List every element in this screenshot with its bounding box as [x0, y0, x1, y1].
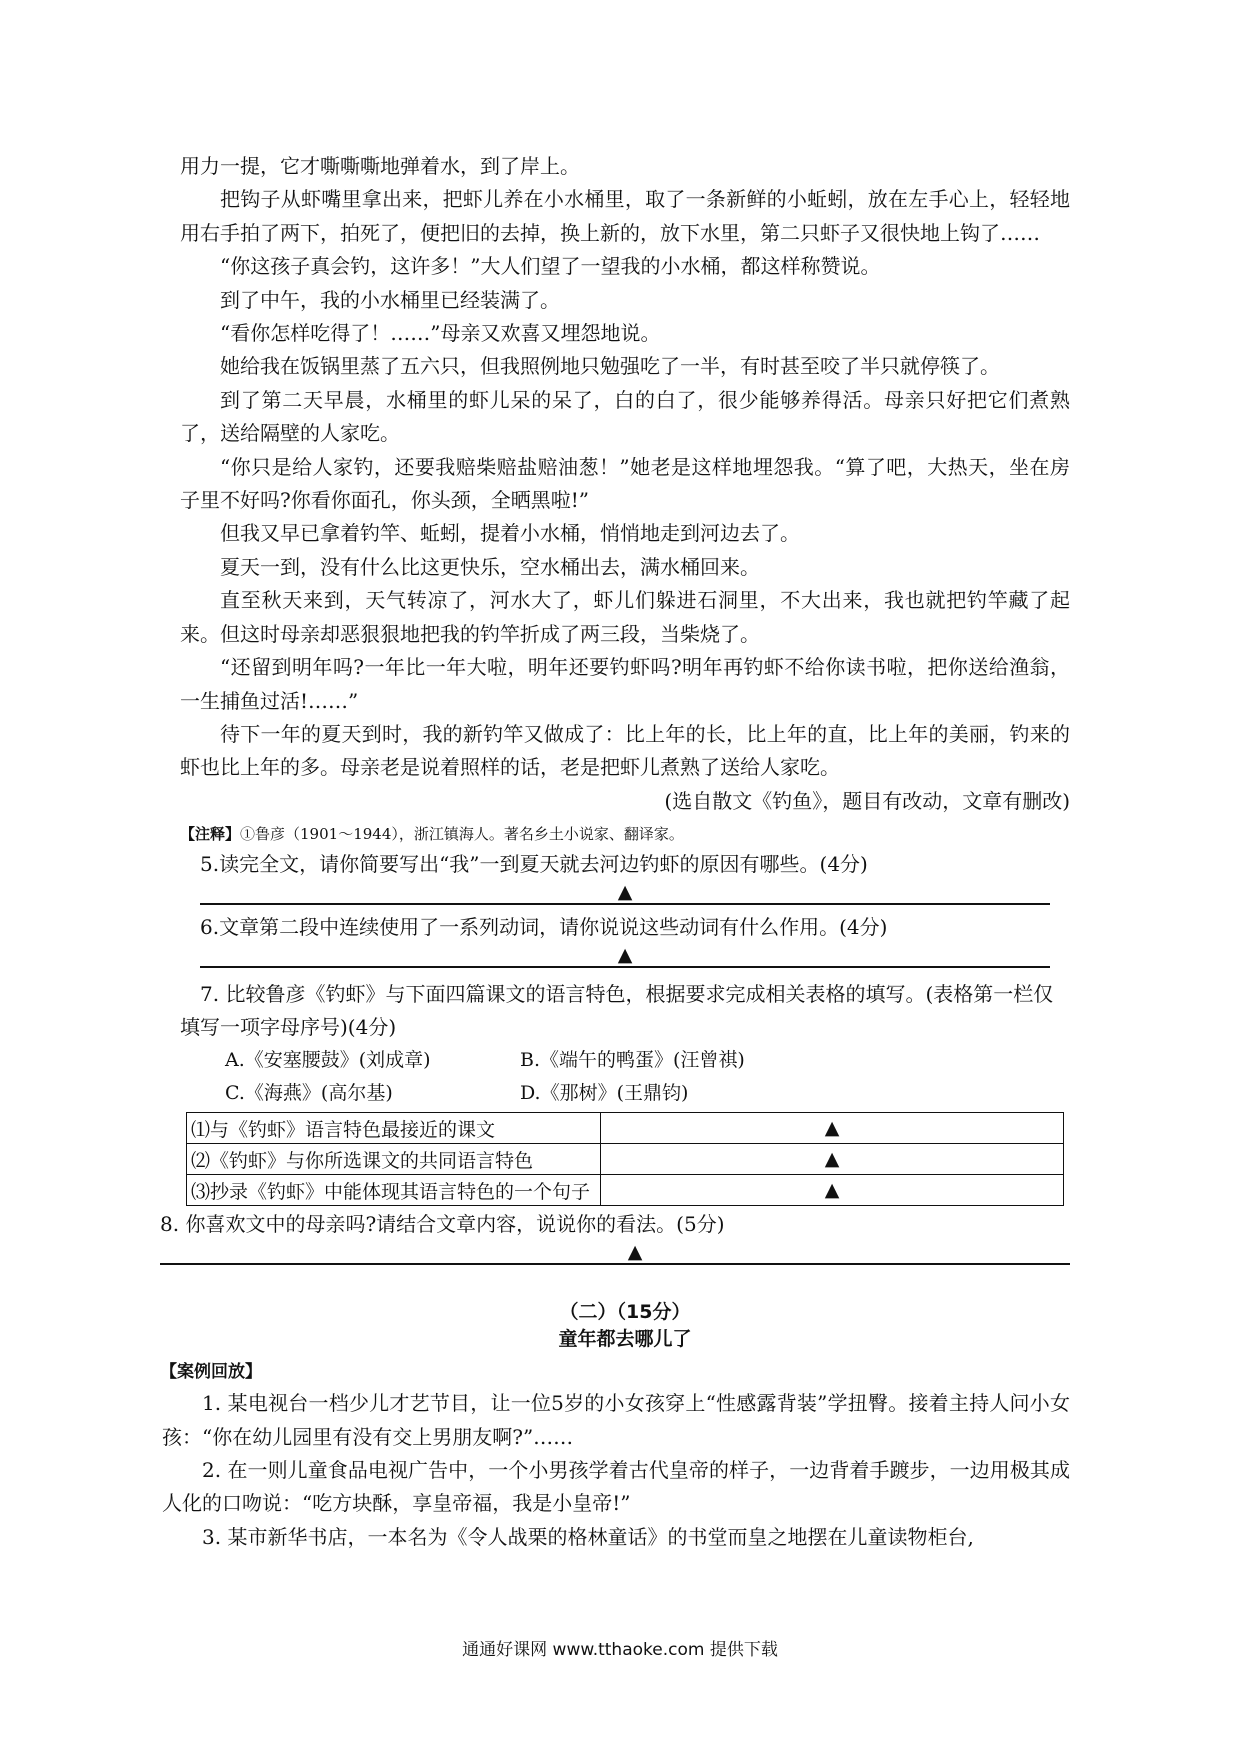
story-paragraph: “你只是给人家钓，还要我赔柴赔盐赔油葱！”她老是这样地埋怨我。“算了吧，大热天，坐在房子里不好吗?你看你面孔，你头颈，全晒黑啦!” [180, 454, 1070, 513]
story-body [180, 150, 1070, 818]
story-paragraph: 到了第二天早晨，水桶里的虾儿呆的呆了，白的白了，很少能够养得活。母亲只好把它们煮熟了，送给隔壁的人家吃。 [180, 387, 1070, 446]
story-paragraph: 把钩子从虾嘴里拿出来，把虾儿养在小水桶里，取了一条新鲜的小蚯蚓，放在左手心上，轻轻地用右手拍了两下，拍死了，便把旧的去掉，换上新的，放下水里，第二只虾子又很快地上钩了…… [180, 187, 1070, 245]
answer-table [186, 1112, 1064, 1206]
case-item: 1. 某电视台一档少儿才艺节目，让一位5岁的小女孩穿上“性感露背装”学扭臀。接着主持人问小女孩：“你在幼儿园里有没有交上男朋友啊?”…… [162, 1391, 1070, 1449]
story-paragraph: 直至秋天来到，天气转凉了，河水大了，虾儿们躲进石洞里，不大出来，我也就把钓竿藏了起来。但这时母亲却恶狠狠地把我的钓竿折成了两三段，当柴烧了。 [180, 588, 1070, 646]
story-paragraph: 到了中午，我的小水桶里已经装满了。 [220, 287, 560, 312]
question-7 [180, 978, 1070, 1206]
story-paragraph: 用力一提，它才嘶嘶嘶地弹着水，到了岸上。 [180, 154, 580, 178]
options-row [180, 1077, 1070, 1110]
options-row [180, 1044, 1070, 1077]
annotation-note [180, 820, 1070, 848]
case-item: 2. 在一则儿童食品电视广告中，一个小男孩学着古代皇帝的样子，一边背着手踱步，一边用极其成人化的口吻说：“吃方块酥，享皇帝福，我是小皇帝!” [162, 1457, 1070, 1516]
story-paragraph: “还留到明年吗?一年比一年大啦，明年还要钓虾吗?明年再钓虾不给你读书啦，把你送给渔翁，一生捕鱼过活!……” [180, 655, 1070, 713]
page-footer: 通通好课网 www.tthaoke.com 提供下载 [462, 1640, 778, 1660]
question-text: 6.文章第二段中连续使用了一系列动词，请你说说这些动词有什么作用。(4分) [200, 915, 888, 940]
case-label: 【案例回放】 [160, 1362, 262, 1383]
option-item: A.《安塞腰鼓》(刘成章) [225, 1049, 431, 1072]
case-section [162, 1357, 1070, 1554]
answer-mark: ▲ [617, 881, 633, 904]
table-cell-answer[interactable]: ▲ [601, 1175, 1064, 1206]
story-paragraph: “你这孩子真会钓，这许多！”大人们望了一望我的小水桶，都这样称赞说。 [220, 254, 881, 279]
table-cell-label: ⑶抄录《钓虾》中能体现其语言特色的一个句子 [187, 1175, 601, 1206]
section-title: 童年都去哪儿了 [558, 1328, 692, 1351]
story-paragraph: 但我又早已拿着钓竿、蚯蚓，提着小水桶，悄悄地走到河边去了。 [220, 521, 800, 546]
question-text: 8. 你喜欢文中的母亲吗?请结合文章内容，说说你的看法。(5分) [160, 1212, 725, 1237]
table-row [187, 1175, 1064, 1206]
question-8 [160, 1208, 1070, 1265]
table-cell-label: ⑴与《钓虾》语言特色最接近的课文 [187, 1113, 601, 1144]
table-cell-label: ⑵《钓虾》与你所选课文的共同语言特色 [187, 1144, 601, 1175]
story-paragraph: “看你怎样吃得了！……”母亲又欢喜又埋怨地说。 [220, 321, 661, 346]
story-paragraph: 夏天一到，没有什么比这更快乐，空水桶出去，满水桶回来。 [220, 554, 760, 579]
case-item: 3. 某市新华书店，一本名为《令人战栗的格林童话》的书堂而皇之地摆在儿童读物柜台, [202, 1524, 974, 1549]
option-item: B.《端午的鸭蛋》(汪曾祺) [520, 1049, 745, 1072]
story-source: (选自散文《钓鱼》，题目有改动，文章有删改) [664, 788, 1070, 813]
section-heading: （二）（15分） [559, 1301, 691, 1324]
table-cell-answer[interactable]: ▲ [601, 1144, 1064, 1175]
note-label: 【注释】 [180, 825, 241, 844]
option-item: C.《海燕》(高尔基) [225, 1082, 393, 1105]
story-paragraph: 待下一年的夏天到时，我的新钓竿又做成了：比上年的长，比上年的直，比上年的美丽，钓来的虾也比上年的多。母亲老是说着照样的话，老是把虾儿煮熟了送给人家吃。 [180, 721, 1070, 780]
page-content [160, 150, 1070, 1554]
story-paragraph: 她给我在饭锅里蒸了五六只，但我照例地只勉强吃了一半，有时甚至咬了半只就停筷了。 [220, 354, 1000, 379]
question-text: 5.读完全文，请你简要写出“我”一到夏天就去河边钓虾的原因有哪些。(4分) [200, 852, 868, 877]
table-row [187, 1113, 1064, 1144]
option-item: D.《那树》(王鼎钧) [520, 1082, 689, 1105]
question-text: 7. 比较鲁彦《钓虾》与下面四篇课文的语言特色，根据要求完成相关表格的填写。(表格第一栏仅填写一项字母序号)(4分) [180, 982, 1054, 1040]
answer-mark: ▲ [627, 1241, 643, 1264]
question-5 [180, 848, 1070, 905]
answer-mark: ▲ [617, 944, 633, 967]
question-6 [180, 911, 1070, 968]
note-text: ①鲁彦（1901～1944），浙江镇海人。著名乡土小说家、翻译家。 [240, 825, 684, 844]
table-row [187, 1144, 1064, 1175]
table-cell-answer[interactable]: ▲ [601, 1113, 1064, 1144]
